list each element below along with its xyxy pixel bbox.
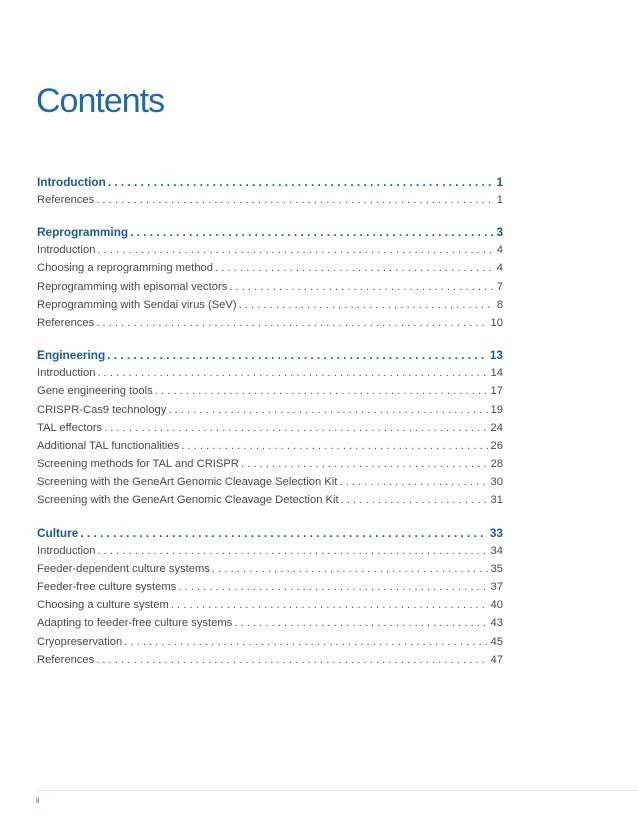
dot-leader (108, 175, 494, 189)
footer-page-number: ii (36, 796, 40, 805)
dot-leader (168, 404, 487, 416)
toc-entry-label: References (37, 194, 95, 206)
toc-entry-label: Choosing a reprogramming method (37, 262, 213, 275)
toc-entry-label: Introduction (37, 367, 96, 380)
toc-entry-label: Introduction (37, 544, 96, 557)
dot-leader (97, 244, 493, 256)
dot-leader (341, 494, 488, 506)
toc-section-reprogramming (37, 225, 503, 335)
dot-leader (212, 563, 488, 575)
dot-leader (234, 617, 487, 629)
toc-heading-label: Introduction (37, 175, 106, 189)
toc-section-culture (37, 526, 503, 672)
toc-page-number: 13 (489, 348, 503, 363)
dot-leader (97, 367, 487, 379)
toc-page-number: 26 (490, 439, 503, 452)
toc-entry-label: References (37, 653, 95, 666)
toc-heading-label: Engineering (37, 348, 106, 363)
toc-entry-label: CRISPR-Cas9 technology (37, 403, 167, 416)
toc-heading-introduction[interactable] (37, 175, 503, 194)
toc-entry[interactable] (37, 385, 503, 403)
toc-heading-label: Reprogramming (37, 225, 129, 240)
toc-entry-label: References (37, 316, 95, 329)
toc-entry[interactable] (37, 654, 503, 672)
toc-page-number: 37 (490, 581, 503, 593)
toc-entry[interactable] (37, 367, 503, 385)
toc-entry-label: Choosing a culture system (37, 599, 169, 612)
toc-page-number: 14 (490, 367, 503, 380)
toc-entry[interactable] (37, 494, 503, 512)
toc-page-number: 28 (490, 458, 503, 471)
toc-entry[interactable] (37, 281, 503, 299)
dot-leader (239, 299, 494, 311)
toc-page-number: 1 (496, 175, 503, 189)
dot-leader (130, 225, 493, 239)
toc-entry[interactable] (37, 404, 503, 422)
dot-leader (155, 385, 488, 397)
toc-section-engineering (37, 348, 503, 513)
toc-page-number: 19 (490, 403, 503, 416)
dot-leader (124, 636, 487, 648)
toc-page-number: 47 (490, 653, 503, 666)
toc-section-introduction (37, 175, 503, 212)
toc-entry-label: Adapting to feeder-free culture systems (37, 617, 233, 630)
toc-entry-label: TAL effectors (37, 421, 103, 434)
toc-entry[interactable] (37, 563, 503, 581)
toc-page-number: 17 (490, 385, 503, 398)
dot-leader (104, 422, 487, 434)
footer-divider (36, 790, 638, 791)
toc-heading-reprogramming[interactable] (37, 225, 503, 244)
toc-entry[interactable] (37, 458, 503, 476)
toc-entry-label: Feeder-free culture systems (37, 581, 177, 593)
toc-entry[interactable] (37, 476, 503, 494)
dot-leader (97, 545, 487, 557)
toc-entry-label: Reprogramming with Sendai virus (SeV) (37, 298, 237, 311)
dot-leader (96, 654, 487, 666)
page-title: Contents (36, 82, 165, 120)
toc-heading-label: Culture (37, 525, 79, 540)
dot-leader (171, 599, 488, 611)
dot-leader (215, 262, 494, 274)
toc-page-number: 10 (490, 316, 503, 329)
toc-page-number: 34 (490, 544, 503, 557)
toc-heading-culture[interactable] (37, 526, 503, 545)
dot-leader (96, 317, 487, 329)
toc-entry[interactable] (37, 422, 503, 440)
toc-page-number: 1 (496, 194, 503, 206)
dot-leader (107, 348, 487, 362)
toc-page-number: 40 (490, 599, 503, 612)
table-of-contents (37, 175, 503, 685)
toc-entry[interactable] (37, 440, 503, 458)
dot-leader (241, 458, 488, 470)
toc-entry[interactable] (37, 545, 503, 563)
toc-page-number: 7 (496, 280, 503, 293)
toc-page-number: 4 (496, 262, 503, 275)
toc-entry-label: Screening methods for TAL and CRISPR (37, 458, 239, 471)
toc-page-number: 4 (496, 244, 503, 257)
dot-leader (229, 281, 494, 293)
dot-leader (178, 581, 487, 593)
toc-entry-label: Cryopreservation (37, 635, 123, 648)
dot-leader (339, 476, 487, 488)
toc-entry-label: Screening with the GeneArt Genomic Cleavage Detection Kit (37, 494, 339, 507)
toc-entry-label: Feeder-dependent culture systems (37, 562, 210, 575)
toc-entry-label: Gene engineering tools (37, 385, 153, 398)
toc-entry[interactable] (37, 581, 503, 599)
toc-entry[interactable] (37, 244, 503, 262)
toc-entry-label: Screening with the GeneArt Genomic Cleavage Selection Kit (37, 476, 338, 489)
toc-entry-label: Reprogramming with episomal vectors (37, 280, 228, 293)
toc-entry-label: Additional TAL functionalities (37, 439, 180, 452)
toc-heading-engineering[interactable] (37, 348, 503, 367)
toc-page-number: 30 (490, 476, 503, 489)
toc-page-number: 45 (490, 635, 503, 648)
toc-page-number: 31 (490, 494, 503, 507)
toc-page-number: 35 (490, 562, 503, 575)
toc-entry[interactable] (37, 194, 503, 212)
toc-entry-label: Introduction (37, 244, 96, 257)
toc-entry[interactable] (37, 617, 503, 635)
toc-entry[interactable] (37, 636, 503, 654)
toc-page-number: 3 (496, 225, 503, 240)
toc-entry[interactable] (37, 317, 503, 335)
toc-page-number: 8 (496, 298, 503, 311)
toc-entry[interactable] (37, 299, 503, 317)
toc-page-number: 24 (490, 421, 503, 434)
toc-entry[interactable] (37, 262, 503, 280)
dot-leader (181, 440, 487, 452)
toc-page-number: 33 (489, 525, 503, 540)
toc-entry[interactable] (37, 599, 503, 617)
dot-leader (96, 194, 494, 206)
toc-page-number: 43 (490, 617, 503, 630)
dot-leader (80, 526, 487, 540)
